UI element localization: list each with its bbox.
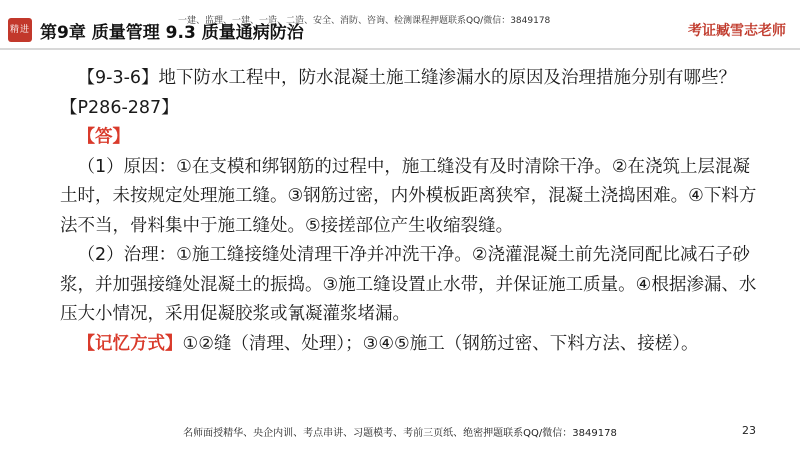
question-paragraph: [60, 64, 760, 123]
chapter-title: 第9章 质量管理 9.3 质量通病防治: [40, 23, 304, 43]
header-divider: [0, 48, 800, 50]
memory-paragraph: [60, 330, 760, 360]
slide-content: [60, 64, 760, 359]
question-text: 地下防水工程中，防水混凝土施工缝渗漏水的原因及治理措施分别有哪些？【P286-287】: [60, 68, 737, 118]
teacher-name: 考证臧雪志老师: [688, 23, 786, 39]
treatment-paragraph: （2）治理：①施工缝接缝处清理干净并冲洗干净。②浇灌混凝土前先浇同配比减石子砂浆，并加强接缝处混凝土的振捣。③施工缝设置止水带，并保证施工质量。④根据渗漏、水压大小情况，采用促凝胶浆或氰凝灌浆堵漏。: [60, 245, 757, 324]
memory-text: ①②缝（清理、处理）；③④⑤施工（钢筋过密、下料方法、接槎）。: [182, 333, 699, 354]
question-id: 【9-3-6】: [77, 68, 159, 88]
memory-label: 【记忆方式】: [77, 333, 183, 354]
footer-text: 名师面授精华、央企内训、考点串讲、习题模考、考前三页纸、绝密押题联系QQ/微信：3849178: [183, 428, 617, 439]
cause-paragraph: （1）原因：①在支模和绑钢筋的过程中，施工缝没有及时清除干净。②在浇筑上层混凝土时，未按规定处理施工缝。③钢筋过密，内外模板距离狭窄，混凝土浇捣困难。④下料方法不当，骨料集中于施工缝处。⑤接搓部位产生收缩裂缝。: [60, 156, 757, 236]
top-contact-text: 一建、监理、一建、一造、二造、安全、消防、咨询、检测课程押题联系QQ/微信：3849178: [178, 16, 551, 26]
brand-logo: 精进: [8, 18, 32, 42]
page-number: 23: [742, 424, 756, 437]
answer-label: 【答】: [77, 127, 130, 147]
answer-label-line: [60, 123, 760, 153]
